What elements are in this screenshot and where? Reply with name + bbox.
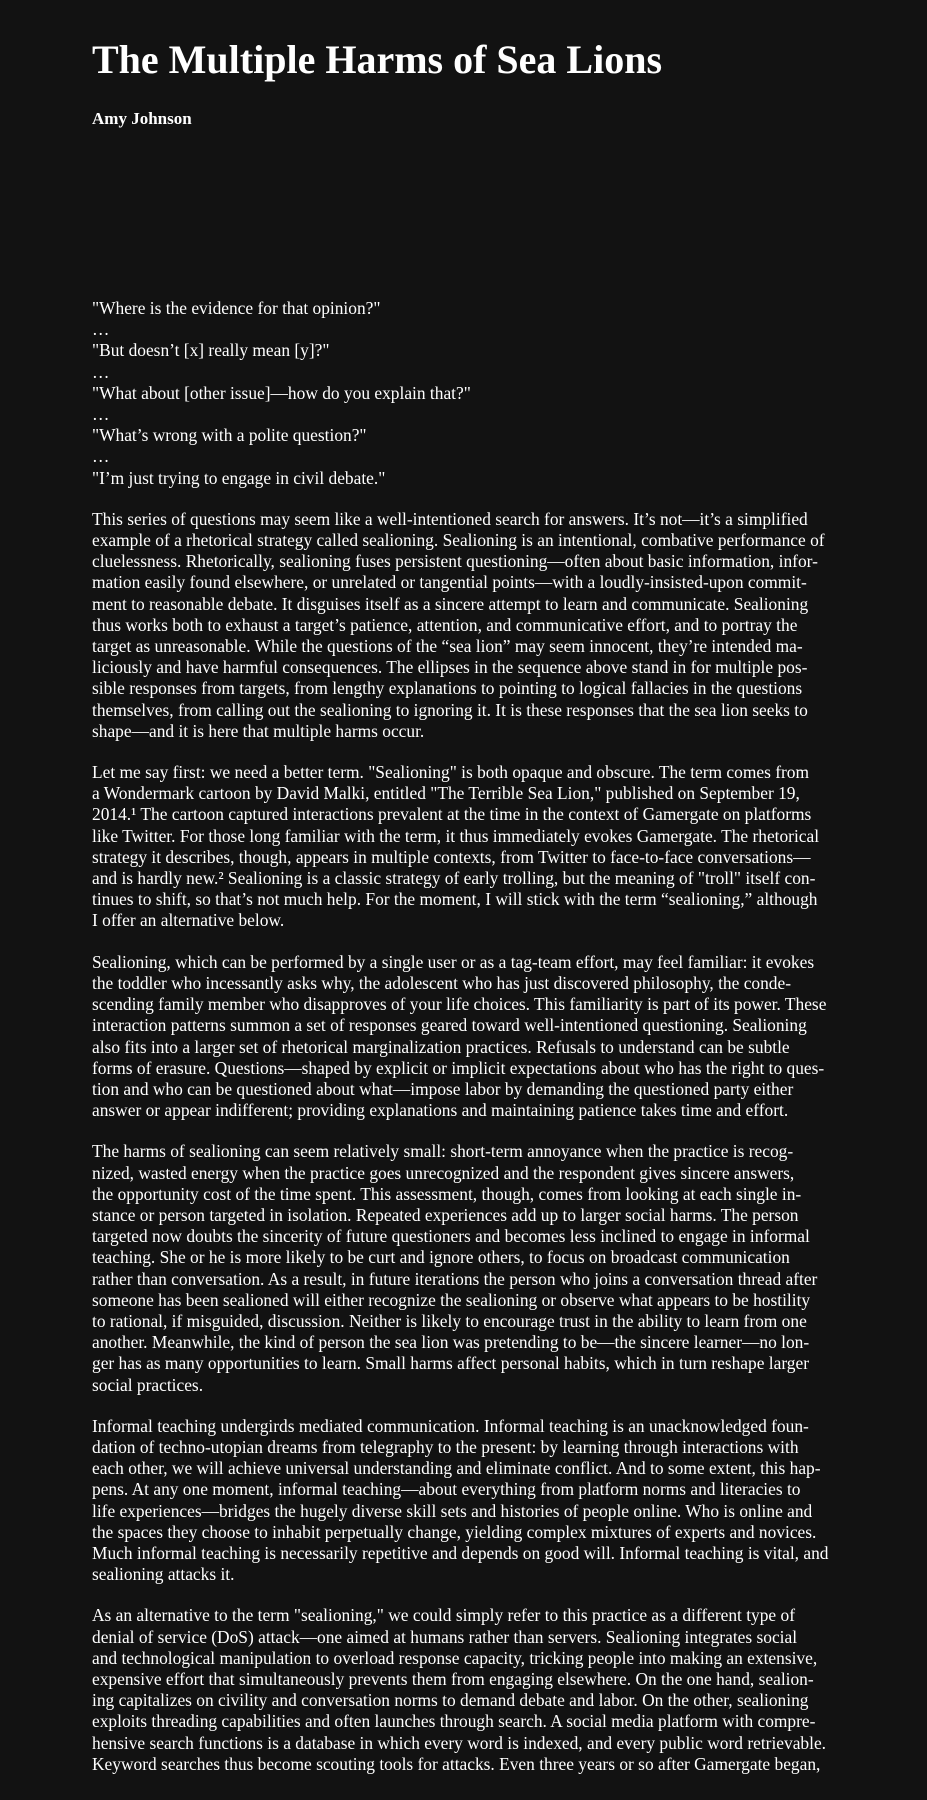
paragraph-line: sealioning attacks it. (92, 1564, 235, 1585)
paragraph-line: each other, we will achieve universal understanding and eliminate conflict. And to some extent, this hap- (92, 1458, 821, 1479)
body-paragraph (92, 952, 854, 1122)
paragraph-line: thus works both to exhaust a target’s patience, attention, and communicative effort, and to portray the (92, 614, 798, 635)
paragraph-line: interaction patterns summon a set of responses geared toward well-intentioned questioning. Sealioning (92, 1015, 807, 1036)
paragraph-line: ing capitalizes on civility and conversation norms to demand debate and labor. On the other, sealioning (92, 1690, 809, 1711)
paragraph-line: ment to reasonable debate. It disguises itself as a sincere attempt to learn and communicate. Sealioning (92, 593, 809, 614)
paragraph-line: 2014.¹ The cartoon captured interactions prevalent at the time in the context of Gamergate on platforms (92, 804, 812, 825)
paragraph-line: I offer an alternative below. (92, 910, 285, 931)
paragraph-line: mation easily found elsewhere, or unrelated or tangential points—with a loudly-insisted-upon commit- (92, 572, 807, 593)
paragraph-line: expensive effort that simultaneously prevents them from engaging elsewhere. On the one hand, sealion- (92, 1668, 814, 1689)
paragraph-line: the spaces they choose to inhabit perpetually change, yielding complex mixtures of experts and novices. (92, 1521, 817, 1542)
blank-space (92, 130, 854, 298)
body-paragraph (92, 762, 854, 932)
paragraph-line: Keyword searches thus become scouting tools for attacks. Even three years or so after Gamergate began, (92, 1753, 821, 1774)
body-paragraph (92, 1141, 854, 1395)
paragraph-line: cluelessness. Rhetorically, sealioning fuses persistent questioning—often about basic information, infor- (92, 551, 818, 572)
ellipsis-line: … (92, 361, 110, 382)
question-sequence (92, 298, 854, 489)
paragraph-line: a Wondermark cartoon by David Malki, entitled "The Terrible Sea Lion," published on September 19, (92, 783, 800, 804)
paragraph-line: life experiences—bridges the hugely diverse skill sets and histories of people online. Who is online and (92, 1500, 813, 1521)
paragraph-line: The harms of sealioning can seem relatively small: short-term annoyance when the practice is recog- (92, 1141, 794, 1162)
ellipsis-line: … (92, 446, 110, 467)
paragraph-line: Sealioning, which can be performed by a single user or as a tag-team effort, may feel familiar: it evokes (92, 951, 815, 972)
paragraph-line: the toddler who incessantly asks why, the adolescent who has just discovered philosophy, the conde- (92, 972, 792, 993)
paragraph-line: sible responses from targets, from lengthy explanations to pointing to logical fallacies in the questions (92, 678, 803, 699)
paragraph-line: targeted now doubts the sincerity of future questioners and becomes less inclined to engage in informal (92, 1226, 810, 1247)
paragraph-line: and is hardly new.² Sealioning is a classic strategy of early trolling, but the meaning of "troll" itself con- (92, 868, 816, 889)
paragraph-line: the opportunity cost of the time spent. This assessment, though, comes from looking at each single in- (92, 1183, 802, 1204)
paragraph-line: tinues to shift, so that’s not much help. For the moment, I will stick with the term “sealioning,” although (92, 889, 818, 910)
article-content (92, 34, 854, 1775)
paragraph-line: denial of service (DoS) attack—one aimed at humans rather than servers. Sealioning integrates social (92, 1626, 798, 1647)
paragraph-line: Let me say first: we need a better term. "Sealioning" is both opaque and obscure. The term comes from (92, 762, 810, 783)
paragraph-line: pens. At any one moment, informal teaching—about everything from platform norms and literacies to (92, 1479, 801, 1500)
paragraph-line: This series of questions may seem like a well-intentioned search for answers. It’s not—it’s a simplified (92, 508, 808, 529)
paragraph-line: Much informal teaching is necessarily repetitive and depends on good will. Informal teaching is vital, and (92, 1542, 829, 1563)
ellipsis-line: … (92, 404, 110, 425)
paragraph-line: social practices. (92, 1374, 204, 1395)
paragraph-line: answer or appear indifferent; providing explanations and maintaining patience takes time and effort. (92, 1100, 789, 1121)
paragraph-line: themselves, from calling out the sealioning to ignoring it. It is these responses that the sea lion seeks to (92, 699, 808, 720)
paragraph-line: dation of techno-utopian dreams from telegraphy to the present: by learning through interactions with (92, 1436, 799, 1457)
paragraph-line: strategy it describes, though, appears in multiple contexts, from Twitter to face-to-face conversations— (92, 846, 811, 867)
paragraph-line: someone has been sealioned will either recognize the sealioning or observe what appears to be hostility (92, 1289, 811, 1310)
paragraph-line: target as unreasonable. While the questions of the “sea lion” may seem innocent, they’re intended ma- (92, 636, 803, 657)
paragraph-line: like Twitter. For those long familiar with the term, it thus immediately evokes Gamergate. The rhetorical (92, 825, 820, 846)
paragraph-line: hensive search functions is a database in which every word is indexed, and every public word retrievable. (92, 1732, 827, 1753)
paragraph-line: tion and who can be questioned about what—impose labor by demanding the questioned party either (92, 1078, 794, 1099)
body-paragraph (92, 509, 854, 742)
body-paragraph (92, 1416, 854, 1586)
paragraph-line: to rational, if misguided, discussion. Neither is likely to encourage trust in the ability to learn from one (92, 1310, 807, 1331)
ellipsis-line: … (92, 319, 110, 340)
article-author: Amy Johnson (92, 109, 192, 128)
paragraph-line: stance or person targeted in isolation. Repeated experiences add up to larger social harms. The person (92, 1204, 799, 1225)
body-paragraph (92, 1605, 854, 1775)
question-line: "I’m just trying to engage in civil debate." (92, 467, 386, 488)
question-line: "What about [other issue]—how do you explain that?" (92, 382, 471, 403)
article-body (92, 509, 854, 1775)
paragraph-line: another. Meanwhile, the kind of person the sea lion was pretending to be—the sincere learner—no lon- (92, 1332, 810, 1353)
paragraph-line: liciously and have harmful consequences. The ellipses in the sequence above stand in for multiple pos- (92, 657, 808, 678)
paragraph-line: also fits into a larger set of rhetorical marginalization practices. Refusals to understand can be subtle (92, 1036, 790, 1057)
paragraph-line: Informal teaching undergirds mediated communication. Informal teaching is an unacknowledged foun- (92, 1415, 809, 1436)
question-line: "What’s wrong with a polite question?" (92, 425, 367, 446)
paragraph-line: teaching. She or he is more likely to be curt and ignore others, to focus on broadcast communication (92, 1247, 790, 1268)
paragraph-line: and technological manipulation to overload response capacity, tricking people into making an extensive, (92, 1647, 818, 1668)
paragraph-line: ger has as many opportunities to learn. Small harms affect personal habits, which in turn reshape larger (92, 1353, 809, 1374)
paragraph-line: example of a rhetorical strategy called sealioning. Sealioning is an intentional, combative performance of (92, 530, 825, 551)
paragraph-line: forms of erasure. Questions—shaped by explicit or implicit expectations about who has the right to ques- (92, 1057, 825, 1078)
paragraph-line: As an alternative to the term "sealioning," we could simply refer to this practice as a different type of (92, 1605, 795, 1626)
paragraph-line: scending family member who disapproves of your life choices. This familiarity is part of its power. These (92, 994, 827, 1015)
paragraph-line: rather than conversation. As a result, in future iterations the person who joins a conversation thread after (92, 1268, 818, 1289)
paragraph-line: exploits threading capabilities and often launches through search. A social media platform with compre- (92, 1711, 816, 1732)
question-line: "Where is the evidence for that opinion?" (92, 298, 381, 318)
paragraph-line: shape—and it is here that multiple harms occur. (92, 720, 425, 741)
paragraph-line: nized, wasted energy when the practice goes unrecognized and the respondent gives sincere answers, (92, 1162, 795, 1183)
question-line: "But doesn’t [x] really mean [y]?" (92, 340, 330, 361)
article-title: The Multiple Harms of Sea Lions (92, 37, 663, 82)
